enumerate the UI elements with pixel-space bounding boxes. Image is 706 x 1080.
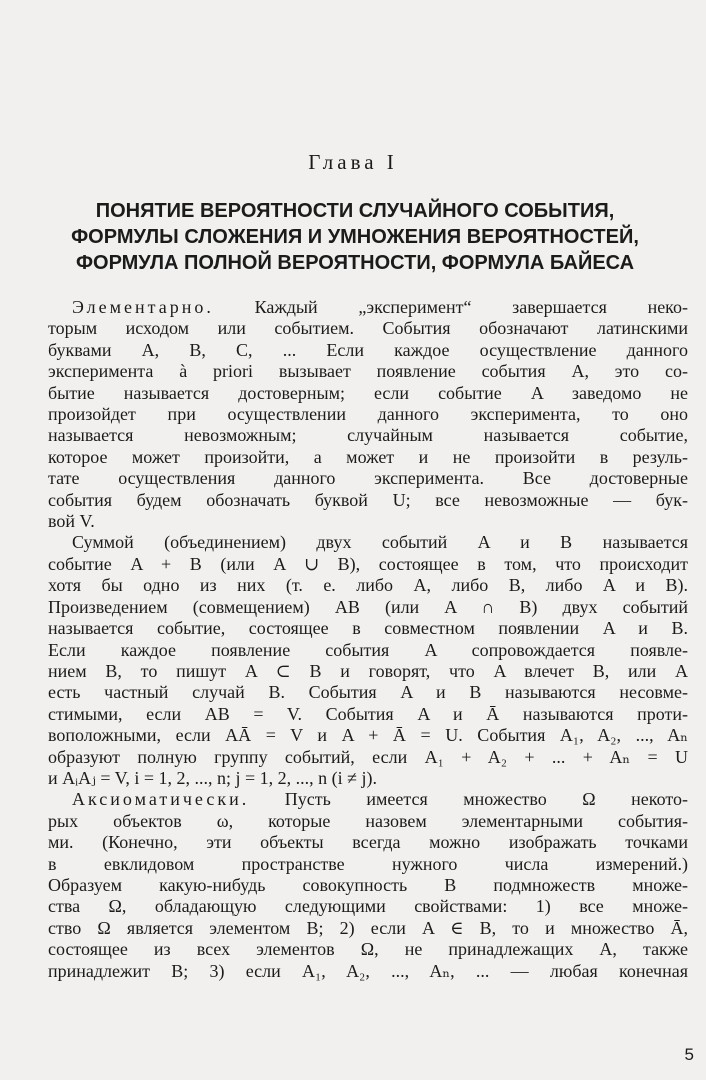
text-line: которое может произойти, а может и не произойти в резуль- xyxy=(48,446,688,467)
text-fragment: Пусть имеется множество Ω некото- xyxy=(284,789,688,810)
text-line: рых объектов ω, которые назовем элементарными события- xyxy=(48,810,688,831)
text-line xyxy=(48,297,688,318)
text-line: нием B, то пишут A ⊂ B и говорят, что A влечет B, или A xyxy=(48,660,688,681)
chapter-title xyxy=(30,198,680,276)
text-line: торым исходом или событием. События обозначают латинскими xyxy=(48,318,688,339)
text-line: тате осуществления данного эксперимента. Все достоверные xyxy=(48,468,688,489)
text-line: образуют полную группу событий, если A₁ + A₂ + ... + Aₙ = U xyxy=(48,746,688,767)
text-line: Если каждое появление события A сопровождается появле- xyxy=(48,639,688,660)
text-line: ми. (Конечно, эти объекты всегда можно изображать точками xyxy=(48,832,688,853)
text-line: произойдет при осуществлении данного эксперимента, то оно xyxy=(48,404,688,425)
text-line: состоящее из всех элементов Ω, не принадлежащих A, также xyxy=(48,939,688,960)
text-line: воположными, если AĀ = V и A + Ā = U. События A₁, A₂, ..., Aₙ xyxy=(48,725,688,746)
text-line: называется событие, состоящее в совместном появлении A и B. xyxy=(48,618,688,639)
paragraph-lead: Аксиоматически. xyxy=(72,789,250,810)
text-line: в евклидовом пространстве нужного числа измерений.) xyxy=(48,853,688,874)
text-line: эксперимента à priori вызывает появление события A, это со- xyxy=(48,361,688,382)
text-line: события будем обозначать буквой U; все невозможные — бук- xyxy=(48,489,688,510)
main-text xyxy=(48,297,688,982)
text-line: вой V. xyxy=(48,511,95,532)
page-number: 5 xyxy=(684,1045,694,1064)
text-line: принадлежит B; 3) если A₁, A₂, ..., Aₙ, ... — любая конечная xyxy=(48,960,688,981)
text-line xyxy=(48,789,688,810)
chapter-heading: Глава I xyxy=(308,150,398,174)
text-line: хотя бы одно из них (т. е. либо A, либо B, либо A и B). xyxy=(48,575,688,596)
text-line: буквами A, B, C, ... Если каждое осуществление данного xyxy=(48,339,688,360)
text-line: событие A + B (или A ∪ B), состоящее в том, что происходит xyxy=(48,553,688,574)
chapter-title-line: ФОРМУЛА ПОЛНОЙ ВЕРОЯТНОСТИ, ФОРМУЛА БАЙЕСА xyxy=(75,252,635,274)
chapter-title-line: ФОРМУЛЫ СЛОЖЕНИЯ И УМНОЖЕНИЯ ВЕРОЯТНОСТЕЙ, xyxy=(71,226,639,248)
text-line: называется невозможным; случайным называется событие, xyxy=(48,425,688,446)
text-line: Произведением (совмещением) AB (или A ∩ B) двух событий xyxy=(48,596,688,617)
text-line: Образуем какую-нибудь совокупность B подмножеств множе- xyxy=(48,874,688,895)
text-line: Суммой (объединением) двух событий A и B называется xyxy=(72,532,688,553)
chapter-title-line: ПОНЯТИЕ ВЕРОЯТНОСТИ СЛУЧАЙНОГО СОБЫТИЯ, xyxy=(95,200,615,222)
text-fragment: Каждый „эксперимент“ завершается неко- xyxy=(254,297,689,317)
text-line: и AᵢAⱼ = V, i = 1, 2, ..., n; j = 1, 2, ..., n (i ≠ j). xyxy=(48,767,378,788)
paragraph-lead: Элементарно. xyxy=(72,297,214,317)
text-line: есть частный случай B. События A и B называются несовме- xyxy=(48,682,688,703)
text-line: стимыми, если AB = V. События A и Ā называются проти- xyxy=(48,703,688,724)
text-line: ства Ω, обладающую следующими свойствами: 1) все множе- xyxy=(48,896,688,917)
text-line: ство Ω является элементом B; 2) если A ∈ B, то и множество Ā, xyxy=(48,917,688,938)
text-line: бытие называется достоверным; если событие A заведомо не xyxy=(48,382,688,403)
